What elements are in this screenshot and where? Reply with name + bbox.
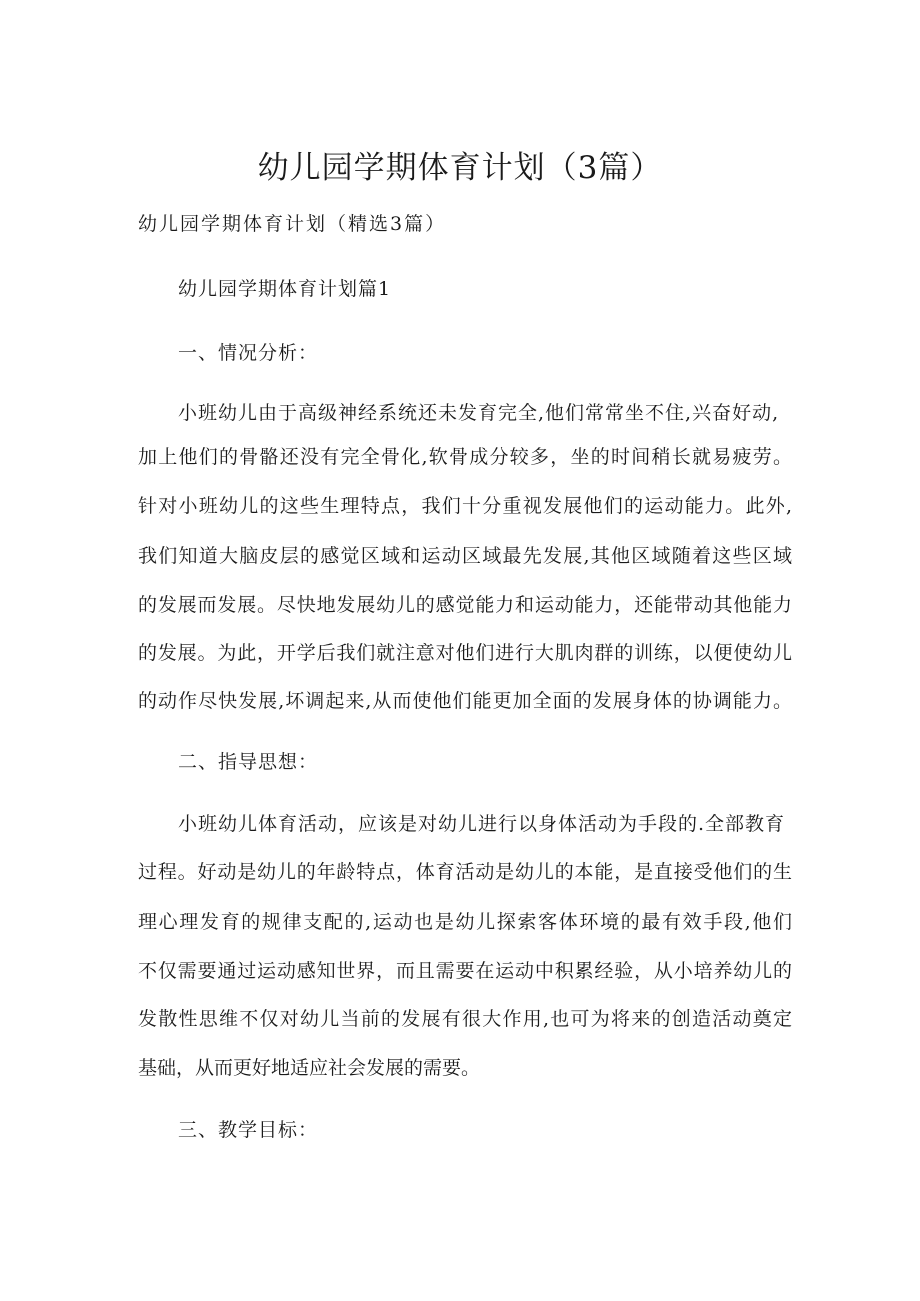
paragraph-line: 我们知道大脑皮层的感觉区域和运动区域最先发展,其他区域随着这些区域 bbox=[138, 545, 792, 567]
paragraph-line: 小班幼儿体育活动，应该是对幼儿进行以身体活动为手段的.全部教育 bbox=[178, 813, 786, 835]
part3-heading: 三、教学目标： bbox=[178, 1119, 319, 1141]
part1-heading: 一、情况分析： bbox=[178, 342, 319, 364]
part2-heading: 二、指导思想： bbox=[178, 751, 319, 773]
paragraph-line: 的发展而发展。尽快地发展幼儿的感觉能力和运动能力，还能带动其他能力 bbox=[138, 594, 792, 616]
paragraph-line: 发散性思维不仅对幼儿当前的发展有很大作用,也可为将来的创造活动奠定 bbox=[138, 1008, 792, 1030]
paragraph-line: 针对小班幼儿的这些生理特点，我们十分重视发展他们的运动能力。此外, bbox=[138, 495, 792, 517]
paragraph-line: 加上他们的骨骼还没有完全骨化,软骨成分较多，坐的时间稍长就易疲劳。 bbox=[138, 446, 792, 468]
document-subtitle: 幼儿园学期体育计划（精选3篇） bbox=[138, 213, 447, 235]
paragraph-line: 基础，从而更好地适应社会发展的需要。 bbox=[138, 1057, 481, 1079]
paragraph-line: 过程。好动是幼儿的年龄特点，体育活动是幼儿的本能，是直接受他们的生 bbox=[138, 861, 792, 883]
section-heading: 幼儿园学期体育计划篇1 bbox=[178, 278, 392, 300]
paragraph-line: 不仅需要通过运动感知世界，而且需要在运动中积累经验，从小培养幼儿的 bbox=[138, 960, 792, 982]
paragraph-line: 的动作尽快发展,坏调起来,从而使他们能更加全面的发展身体的协调能力。 bbox=[138, 690, 792, 712]
paragraph-line: 小班幼儿由于高级神经系统还未发育完全,他们常常坐不住,兴奋好动, bbox=[178, 402, 780, 424]
paragraph-line: 理心理发育的规律支配的,运动也是幼儿探索客体环境的最有效手段,他们 bbox=[138, 911, 792, 933]
document-title: 幼儿园学期体育计划（3篇） bbox=[257, 150, 663, 186]
paragraph-line: 的发展。为此，开学后我们就注意对他们进行大肌肉群的训练，以便使幼儿 bbox=[138, 642, 792, 664]
